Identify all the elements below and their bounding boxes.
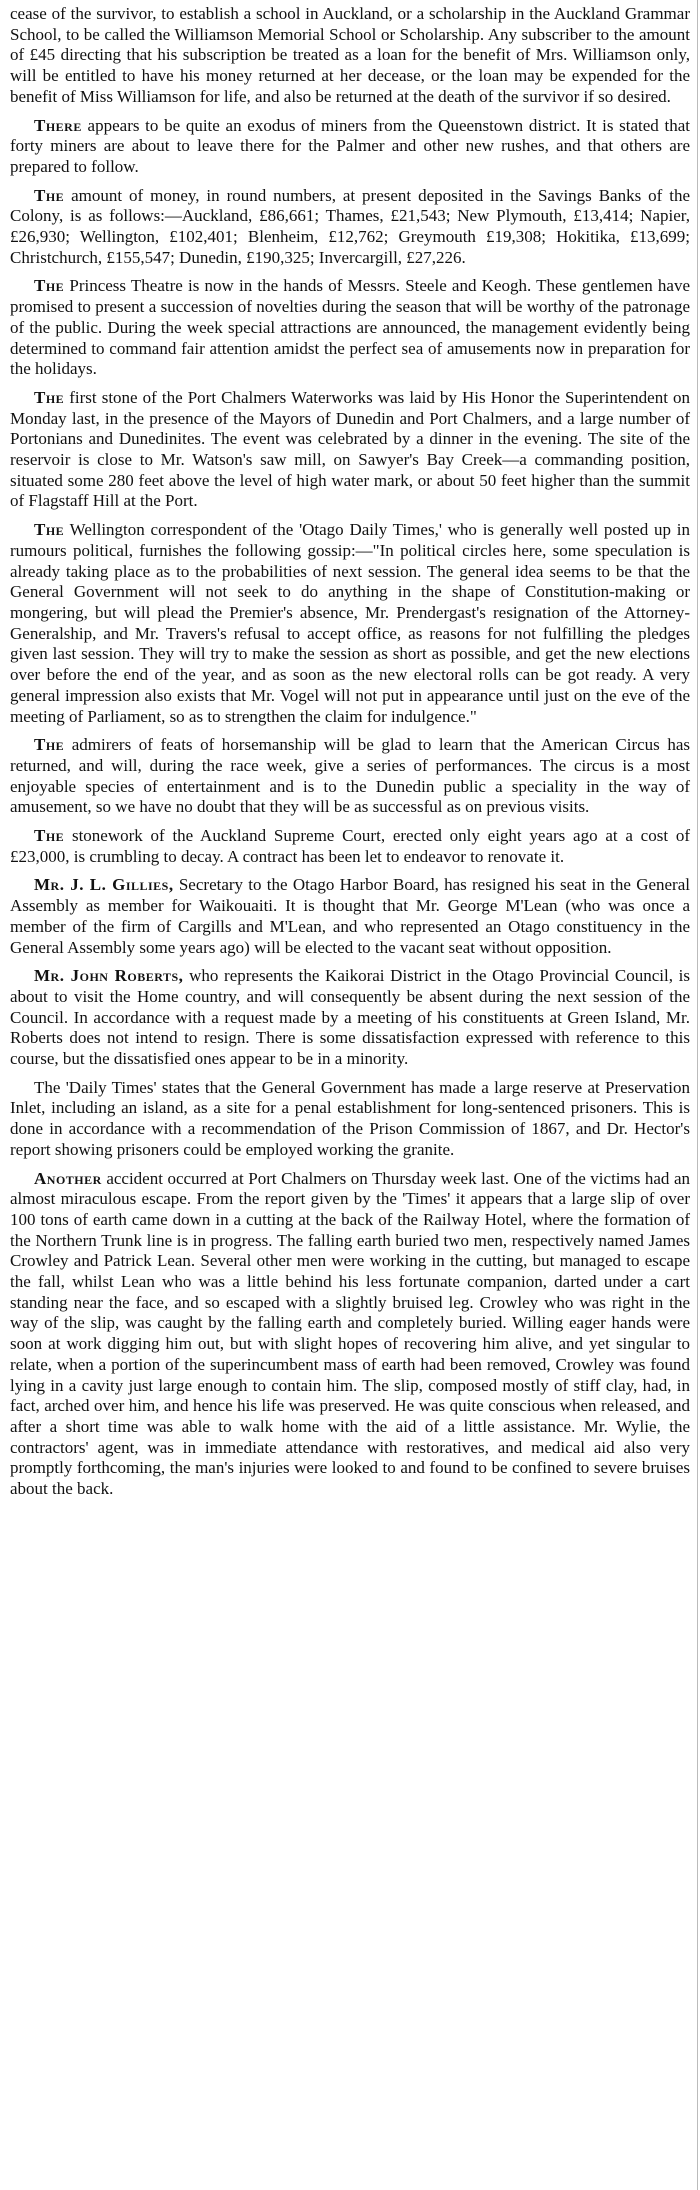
paragraph-port-chalmers-accident xyxy=(10,1169,690,1500)
paragraph-text: stonework of the Auckland Supreme Court, erected only eight years ago at a cost of £23,000, is crumbling to decay. A contract has been let to endeavor to renovate it. xyxy=(10,826,690,866)
paragraph-lead: The xyxy=(34,735,65,755)
paragraph-lead: Mr. John Roberts, xyxy=(34,966,184,986)
paragraph-text: admirers of feats of horsemanship will be glad to learn that the American Circus has returned, and will, during the race week, give a series of performances. The circus is a most enjoyable species of entertainment and is to the Dunedin public a speciality in the way of amusement, so we have no doubt that they will be as successful as on previous visits. xyxy=(10,735,690,817)
paragraph-lead: Another xyxy=(34,1168,102,1188)
paragraph-lead: The xyxy=(34,826,65,846)
paragraph-lead: The xyxy=(34,185,65,205)
paragraph-text: Secretary to the Otago Harbor Board, has resigned his seat in the General Assembly as member for Waikouaiti. It is thought that Mr. George M'Lean (who was once a member of the firm of Cargills and M'Lean, and who represented an Otago constituency in the General Assembly some years ago) will be elected to the vacant seat without opposition. xyxy=(10,875,690,957)
paragraph-text: accident occurred at Port Chalmers on Thursday week last. One of the victims had an almost miraculous escape. From the report given by the 'Times' it appears that a large slip of over 100 tons of earth came down in a cutting at the back of the Railway Hotel, where the formation of the Northern Trunk line is in progress. The falling earth buried two men, respectively named James Crowley and Patrick Lean. Several other men were working in the cutting, but managed to escape the fall, whilst Lean who was a little behind his less fortunate companion, darted under a cart standing near the face, and so escaped with a slightly bruised leg. Crowley who was right in the way of the slip, was caught by the falling earth and completely buried. Willing eager hands were soon at work digging him out, but with slight hopes of recovering him alive, and yet singular to relate, when a portion of the superincumbent mass of earth had been removed, Crowley was found lying in a cavity just large enough to contain him. The slip, composed mostly of stiff clay, had, in fact, arched over him, and hence his life was preserved. He was quite conscious when released, and after a short time was able to walk home with the aid of a little assistance. Mr. Wylie, the contractors' agent, was in immediate attendance with restoratives, and medical aid also very promptly forthcoming, the man's injuries were looked to and found to be confined to severe bruises about the back. xyxy=(10,1168,690,1499)
paragraph-lead: The xyxy=(34,387,65,407)
paragraph-queenstown-miners xyxy=(10,116,690,178)
paragraph-gillies-resignation xyxy=(10,875,690,958)
paragraph-john-roberts xyxy=(10,966,690,1070)
paragraph-american-circus xyxy=(10,735,690,818)
paragraph-text: who represents the Kaikorai District in the Otago Provincial Council, is about to visit the Home country, and will consequently be absent during the next session of the Council. In accordance with a request made by a meeting of his constituents at Green Island, Mr. Roberts does not intend to resign. There is some dissatisfaction expressed with reference to this course, but the dissatisfied ones appear to be in a minority. xyxy=(10,966,690,1069)
paragraph-williamson-memorial xyxy=(10,4,690,108)
paragraph-text: The 'Daily Times' states that the General Government has made a large reserve at Preservation Inlet, including an island, as a site for a penal establishment for long-sentenced prisoners. This is done in accordance with a recommendation of the Prison Commission of 1867, and Dr. Hector's report showing prisoners could be employed working the granite. xyxy=(10,1077,690,1159)
paragraph-lead: The xyxy=(34,520,65,540)
paragraph-lead: The xyxy=(34,276,65,296)
paragraph-savings-banks xyxy=(10,186,690,269)
paragraph-text: cease of the survivor, to establish a school in Auckland, or a scholarship in the Auckland Grammar School, to be called the Williamson Memorial School or Scholarship. Any subscriber to the amount of £45 directing that his subscription be treated as a loan for the benefit of Mrs. Williamson only, will be entitled to have his money returned at her decease, or the loan may be expended for the benefit of Miss Williamson for life, and also be returned at the death of the survivor if so desired. xyxy=(10,4,690,106)
column-rule xyxy=(697,0,698,2190)
paragraph-text: Princess Theatre is now in the hands of Messrs. Steele and Keogh. These gentlemen have promised to present a succession of novelties during the season that will be worthy of the patronage of the public. During the week special attractions are announced, the management evidently being determined to command fair attention amidst the perfect sea of amusements now in preparation for the holidays. xyxy=(10,276,690,379)
paragraph-text: amount of money, in round numbers, at present deposited in the Savings Banks of the Colony, is as follows:—Auckland, £86,661; Thames, £21,543; New Plymouth, £13,414; Napier, £26,930; Wellington, £102,401; Blenheim, £12,762; Greymouth £19,308; Hokitika, £13,699; Christchurch, £155,547; Dunedin, £190,325; Invercargill, £27,226. xyxy=(10,185,690,267)
paragraph-princess-theatre xyxy=(10,276,690,380)
paragraph-preservation-inlet xyxy=(10,1078,690,1161)
paragraph-lead: Mr. J. L. Gillies, xyxy=(34,875,174,895)
paragraph-text: appears to be quite an exodus of miners from the Queenstown district. It is stated that forty miners are about to leave there for the Palmer and other new rushes, and that others are prepared to follow. xyxy=(10,115,690,176)
paragraph-port-chalmers-waterworks xyxy=(10,388,690,512)
paragraph-lead: There xyxy=(34,115,82,135)
paragraph-text: Wellington correspondent of the 'Otago Daily Times,' who is generally well posted up in rumours political, furnishes the following gossip:—"In political circles here, some speculation is already taking place as to the probabilities of next session. The general idea seems to be that the General Government will not seek to do anything in the shape of Constitution-making or mongering, but will plead the Premier's absence, Mr. Prendergast's resignation of the Attorney-Generalship, and Mr. Travers's refusal to accept office, as reasons for not fulfilling the pledges given last session. They will try to make the session as short as possible, and get the new elections over before the end of the year, and as soon as the new electoral rolls can be got ready. A very general impression also exists that Mr. Vogel will not put in appearance until just on the eve of the meeting of Parliament, so as to strengthen the claim for indulgence." xyxy=(10,520,690,726)
paragraph-auckland-supreme-court xyxy=(10,826,690,867)
paragraph-wellington-correspondent xyxy=(10,520,690,727)
paragraph-text: first stone of the Port Chalmers Waterworks was laid by His Honor the Superintendent on Monday last, in the presence of the Mayors of Dunedin and Port Chalmers, and a large number of Portonians and Dunedinites. The event was celebrated by a dinner in the evening. The site of the reservoir is close to Mr. Watson's saw mill, on Sawyer's Bay Creek—a commanding position, situated some 280 feet above the level of high water mark, or about 50 feet higher than the summit of Flagstaff Hill at the Port. xyxy=(10,387,690,511)
